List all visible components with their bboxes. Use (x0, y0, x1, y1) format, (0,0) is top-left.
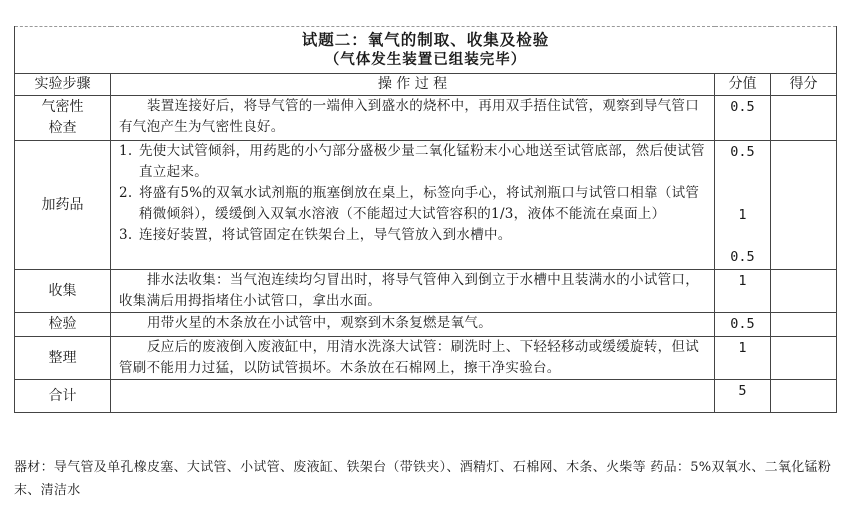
score-tidy: 1 (715, 337, 771, 380)
table-row-tidy (15, 337, 837, 380)
step-add-reagent: 加药品 (15, 141, 111, 270)
step-airtight-line1: 气密性 (41, 99, 84, 115)
operation-inspect: 用带火星的木条放在小试管中，观察到木条复燃是氧气。 (111, 313, 715, 337)
list-item (119, 141, 708, 183)
score-inspect: 0.5 (715, 313, 771, 337)
score-reagent-3: 0.5 (730, 249, 755, 265)
gained-total[interactable] (771, 380, 837, 413)
score-total: 5 (715, 380, 771, 413)
score-reagent-1: 0.5 (730, 144, 755, 160)
list-item-number: 3. (119, 227, 133, 243)
title-cell (15, 27, 837, 74)
score-add-reagent (715, 141, 771, 270)
list-item (119, 183, 708, 225)
gained-airtight[interactable] (771, 96, 837, 141)
header-row (15, 74, 837, 96)
list-item (119, 225, 708, 246)
materials-list: 器材：导气管及单孔橡皮塞、大试管、小试管、废液缸、铁架台（带铁夹）、酒精灯、石棉网、木条、火柴等 药品：5%双氧水、二氧化锰粉末、清洁水 (14, 460, 832, 498)
page-subtitle: （气体发生装置已组装完毕） (324, 51, 527, 68)
table-row-collect (15, 270, 837, 313)
gained-collect[interactable] (771, 270, 837, 313)
table-row-total (15, 380, 837, 413)
list-item-text: 连接好装置，将试管固定在铁架台上，导气管放入到水槽中。 (139, 227, 512, 243)
header-gained: 得分 (771, 74, 837, 96)
header-operation: 操 作 过 程 (111, 74, 715, 96)
operation-add-reagent (111, 141, 715, 270)
operation-tidy: 反应后的废液倒入废液缸中，用清水洗涤大试管：刷洗时上、下轻轻移动或缓缓旋转，但试管刷不能用力过猛，以防试管损坏。木条放在石棉网上，擦干净实验台。 (111, 337, 715, 380)
operation-total (111, 380, 715, 413)
score-table (14, 26, 837, 413)
operation-airtight: 装置连接好后，将导气管的一端伸入到盛水的烧杯中，再用双手捂住试管，观察到导气管口有气泡产生为气密性良好。 (111, 96, 715, 141)
list-item-number: 2. (119, 185, 133, 201)
score-airtight: 0.5 (715, 96, 771, 141)
reagent-steps-list (119, 141, 708, 246)
table-row-airtight (15, 96, 837, 141)
header-score: 分值 (715, 74, 771, 96)
step-total: 合计 (15, 380, 111, 413)
title-row (15, 27, 837, 74)
step-inspect: 检验 (15, 313, 111, 337)
list-item-text: 将盛有5%的双氧水试剂瓶的瓶塞倒放在桌上，标签向手心，将试剂瓶口与试管口相靠（试管稍微倾斜），缓缓倒入双氧水溶液（不能超过大试管容积的1/3，液体不能流在桌面上） (139, 185, 700, 222)
operation-collect: 排水法收集：当气泡连续均匀冒出时，将导气管伸入到倒立于水槽中且装满水的小试管口，收集满后用拇指堵住小试管口，拿出水面。 (111, 270, 715, 313)
list-item-number: 1. (119, 143, 133, 159)
score-collect: 1 (715, 270, 771, 313)
table-row-add-reagent (15, 141, 837, 270)
step-airtight-line2: 检查 (48, 120, 77, 136)
list-item-text: 先使大试管倾斜，用药匙的小勺部分盛极少量二氧化锰粉末小心地送至试管底部，然后使试管直立起来。 (139, 143, 705, 180)
header-step: 实验步骤 (15, 74, 111, 96)
gained-inspect[interactable] (771, 313, 837, 337)
step-airtight (15, 96, 111, 141)
table-row-inspect (15, 313, 837, 337)
gained-add-reagent[interactable] (771, 141, 837, 270)
page-title: 试题二：氧气的制取、收集及检验 (301, 30, 550, 49)
step-tidy: 整理 (15, 337, 111, 380)
gained-tidy[interactable] (771, 337, 837, 380)
step-collect: 收集 (15, 270, 111, 313)
score-reagent-2: 1 (738, 207, 747, 223)
